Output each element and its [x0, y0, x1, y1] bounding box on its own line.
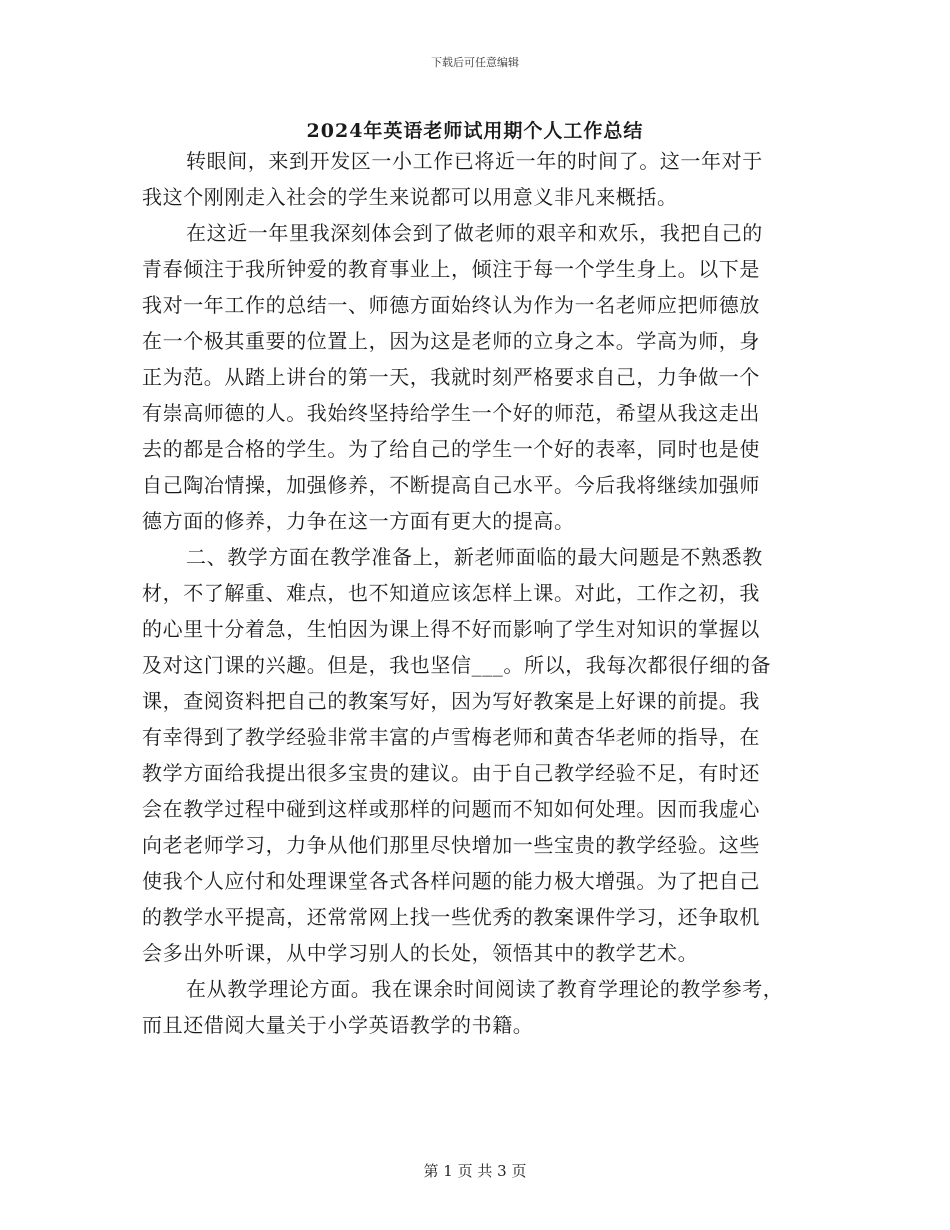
text-line: 会多出外听课，从中学习别人的长处，领悟其中的教学艺术。 — [142, 941, 699, 965]
text-line: 有幸得到了教学经验非常丰富的卢雪梅老师和黄杏华老师的指导，在 — [142, 725, 760, 749]
text-line: 自己陶冶情操，加强修养，不断提高自己水平。今后我将继续加强师 — [142, 473, 760, 497]
document-title: 2024年英语老师试用期个人工作总结 — [306, 120, 644, 142]
text-line: 使我个人应付和处理课堂各式各样问题的能力极大增强。为了把自己 — [142, 869, 760, 893]
text-line: 的教学水平提高，还常常网上找一些优秀的教案课件学习，还争取机 — [142, 905, 760, 929]
text-line: 课，查阅资料把自己的教案写好，因为写好教案是上好课的前提。我 — [142, 689, 760, 713]
text-line: 在这近一年里我深刻体会到了做老师的艰辛和欢乐，我把自己的 — [186, 221, 763, 245]
text-line: 而且还借阅大量关于小学英语教学的书籍。 — [142, 1013, 534, 1037]
text-line: 的心里十分着急，生怕因为课上得不好而影响了学生对知识的掌握以 — [142, 617, 760, 641]
text-line: 教学方面给我提出很多宝贵的建议。由于自己教学经验不足，有时还 — [142, 761, 760, 785]
text-line: 转眼间，来到开发区一小工作已将近一年的时间了。这一年对于 — [186, 149, 763, 173]
text-line: 我这个刚刚走入社会的学生来说都可以用意义非凡来概括。 — [142, 185, 678, 209]
document-body — [142, 143, 808, 1043]
text-line: 及对这门课的兴趣。但是，我也坚信___。所以，我每次都很仔细的备 — [142, 653, 772, 677]
text-line: 在从教学理论方面。我在课余时间阅读了教育学理论的教学参考， — [186, 977, 784, 1001]
page-number-indicator: 第 1 页 共 3 页 — [423, 1162, 527, 1180]
text-line: 我对一年工作的总结一、师德方面始终认为作为一名老师应把师德放 — [142, 293, 760, 317]
text-line: 会在教学过程中碰到这样或那样的问题而不知如何处理。因而我虚心 — [142, 797, 760, 821]
text-line: 在一个极其重要的位置上，因为这是老师的立身之本。学高为师，身 — [142, 329, 760, 353]
text-line: 二、教学方面在教学准备上，新老师面临的最大问题是不熟悉教 — [186, 545, 763, 569]
text-line: 去的都是合格的学生。为了给自己的学生一个好的表率，同时也是使 — [142, 437, 760, 461]
text-line: 向老老师学习，力争从他们那里尽快增加一些宝贵的教学经验。这些 — [142, 833, 760, 857]
text-line: 德方面的修养，力争在这一方面有更大的提高。 — [142, 509, 575, 533]
text-line: 青春倾注于我所钟爱的教育事业上，倾注于每一个学生身上。以下是 — [142, 257, 760, 281]
text-line: 材，不了解重、难点，也不知道应该怎样上课。对此，工作之初，我 — [142, 581, 760, 605]
text-line: 有崇高师德的人。我始终坚持给学生一个好的师范，希望从我这走出 — [142, 401, 760, 425]
text-line: 正为范。从踏上讲台的第一天，我就时刻严格要求自己，力争做一个 — [142, 365, 760, 389]
page-header-note: 下载后可任意编辑 — [431, 56, 519, 69]
